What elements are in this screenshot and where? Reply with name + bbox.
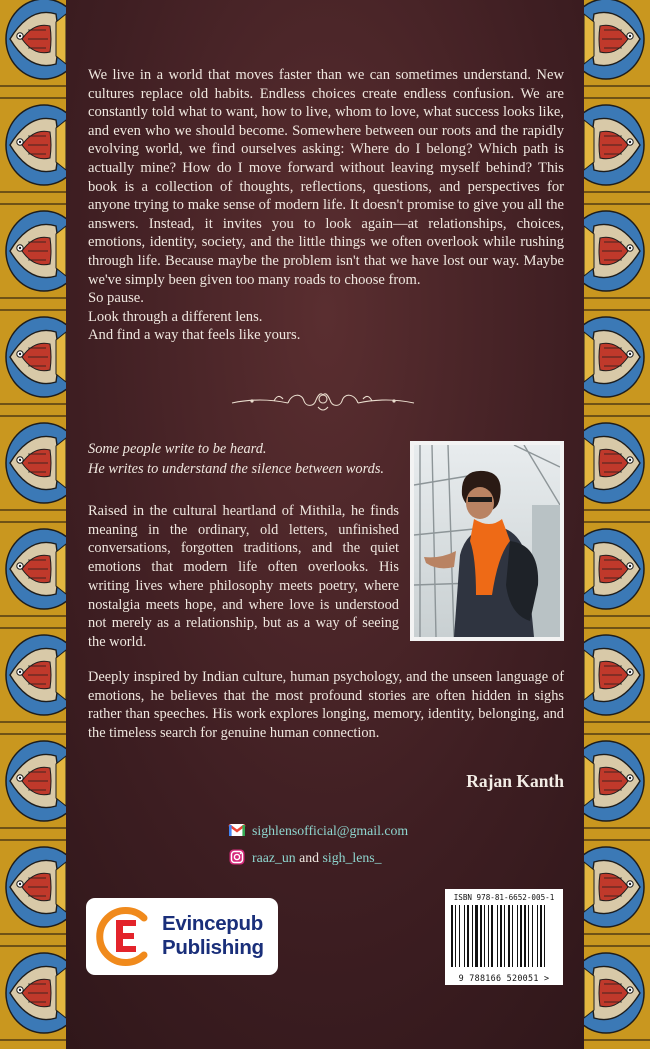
fish-motif [584,940,650,1046]
fish-motif [584,834,650,940]
fish-motif [0,0,66,92]
gmail-icon [228,822,246,838]
isbn-label: ISBN 978-81-6652-005-1 [453,893,555,902]
fish-motif [584,516,650,622]
author-quote [88,439,384,479]
blurb-line: And find a way that feels like yours. [88,327,301,344]
left-madhubani-border [0,0,66,1049]
fish-motif [584,622,650,728]
quote-line: Some people write to be heard. [88,441,267,457]
email-link[interactable]: sighlensofficial@gmail.com [252,823,409,838]
fish-motif [0,834,66,940]
fish-motif [0,304,66,410]
fish-motif [0,622,66,728]
isbn-barcode [445,889,563,985]
fish-motif [0,940,66,1046]
instagram-handle[interactable]: raaz_un [252,850,296,865]
author-bio-paragraph: Deeply inspired by Indian culture, human psychology, and the unseen language of emotions, he believes that the most profound stories are often hidden in sighs rather than speeches. His work explores longing, memory, identity, belonging, and the timeless search for genuine human connection. [88,669,564,742]
fish-motif [584,0,650,92]
author-bio-paragraph: Raised in the cultural heartland of Mithila, he finds meaning in the ordinary, old letters, unfinished conversations, forgotten traditions, and the quiet emotions that modern life often overlooks. His writing lives where philosophy meets poetry, where nostalgia meets hope, and where love is understood not merely as a relationship, but as a way of seeing the world. [88,503,399,650]
author-photo [410,441,564,641]
blurb-line: So pause. [88,290,144,307]
fish-motif [0,728,66,834]
e-logo-icon [92,898,162,975]
instagram-conjunction: and [299,850,320,865]
author-name: Rajan Kanth [466,771,564,791]
fish-motif [0,198,66,304]
barcode-bars [451,905,557,967]
publisher-logo [86,898,278,975]
barcode-number: 9 788166 520051 > [458,973,550,983]
email-contact[interactable] [228,822,408,839]
quote-line: He writes to understand the silence between words. [88,461,385,477]
fish-motif [584,728,650,834]
book-blurb [88,66,564,345]
fish-motif [584,410,650,516]
fish-motif [0,410,66,516]
right-madhubani-border [584,0,650,1049]
fish-motif [584,198,650,304]
fish-motif [0,516,66,622]
flourish-divider [230,387,416,413]
fish-motif [0,92,66,198]
instagram-handle[interactable]: sigh_lens_ [322,850,382,865]
instagram-icon [228,849,246,865]
fish-motif [584,92,650,198]
fish-motif [584,304,650,410]
blurb-line: Look through a different lens. [88,308,263,325]
publisher-name: Publishing [162,936,264,959]
blurb-paragraph: We live in a world that moves faster than we can sometimes understand. New cultures replace old habits. Endless choices create endless confusion. We are constantly told what to want, how to live, whom to love, what success looks like, and even who we should become. Somewhere between our roots and the rapidly evolving world, we find ourselves asking: Where do I belong? Which path is actually mine? How do I move forward without leaving myself behind? This book is a collection of thoughts, reflections, questions, and perspectives for anyone trying to make sense of modern life. It doesn't promise to give you all the answers. Instead, it invites you to look again—at relationships, choices, emotions, identity, society, and the little things we often overlook while rushing through life. Because maybe the problem isn't that we have lost our way. Maybe we've simply been given too many roads to choose from. [88,67,564,288]
instagram-contact [228,849,382,866]
publisher-name: Evincepub [162,912,263,935]
